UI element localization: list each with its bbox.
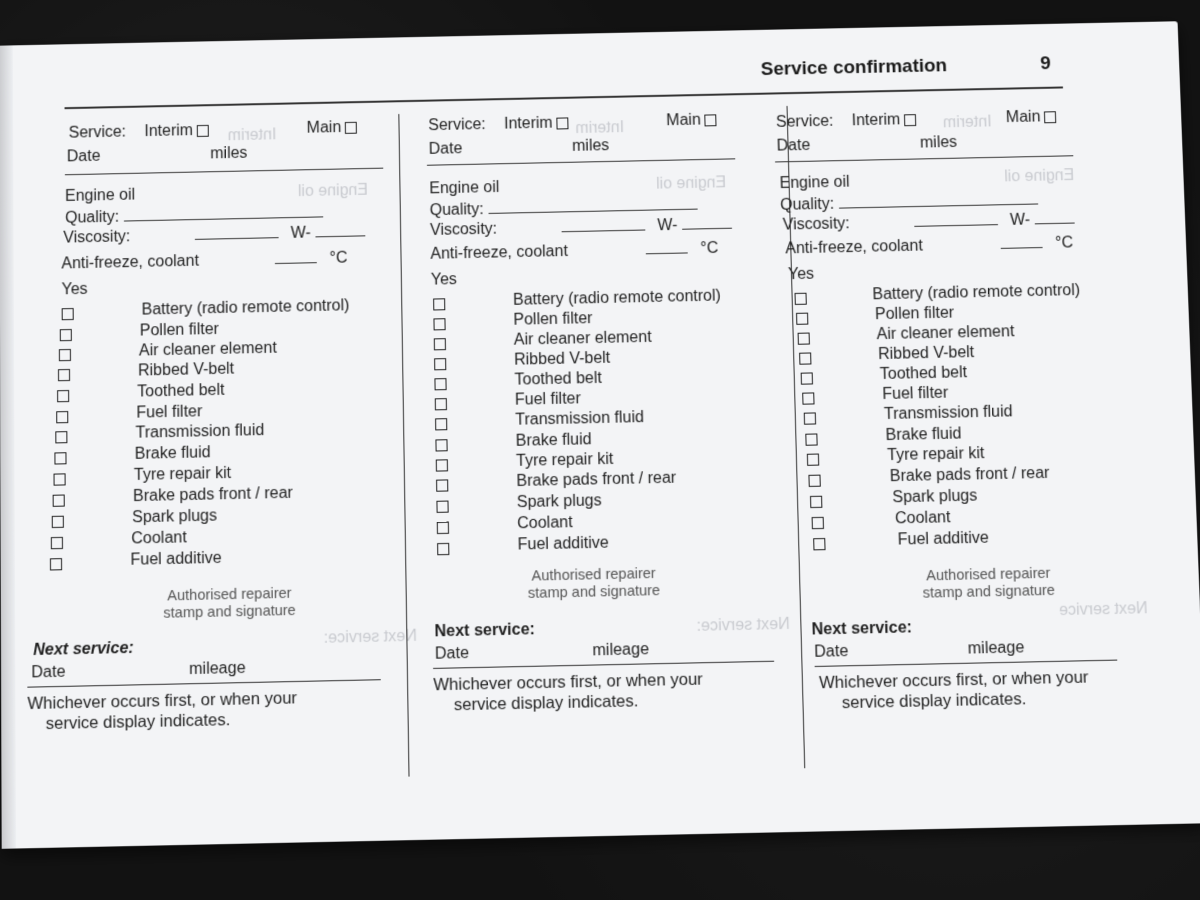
checkbox-coolant[interactable] [437,522,449,534]
bleed-through-text: Engine oil [656,174,727,193]
whichever-line1: Whichever occurs first, or when your [27,689,298,714]
main-label: Main [306,119,342,137]
viscosity-label: Viscosity: [782,215,850,234]
checkbox-coolant[interactable] [812,517,824,529]
yes-heading: Yes [430,271,458,289]
service-record-3 [775,97,1153,766]
checkbox-spark-plugs[interactable] [810,496,822,508]
item-ribbed-belt: Ribbed V-belt [877,344,975,364]
checkbox-toothed-belt[interactable] [434,378,446,390]
item-tyre-repair-kit: Tyre repair kit [515,450,614,470]
engine-oil-heading: Engine oil [64,186,136,205]
celsius-label: °C [700,239,719,258]
checkbox-battery[interactable] [795,293,807,305]
bleed-through-text: Engine oil [297,181,369,201]
booklet-page [0,21,1200,849]
checkbox-fuel-additive[interactable] [50,558,62,570]
checkbox-toothed-belt[interactable] [801,372,813,384]
interim-checkbox[interactable] [556,117,568,129]
whichever-line1: Whichever occurs first, or when your [433,670,703,695]
next-service-heading: Next service: [434,621,536,641]
item-coolant: Coolant [517,514,573,533]
checkbox-brake-pads[interactable] [53,494,65,506]
checkbox-coolant[interactable] [51,537,63,549]
bleed-through-text: Next service [1058,600,1148,620]
date-label: Date [66,147,101,166]
antifreeze-label: Anti-freeze, coolant [430,243,569,263]
item-toothed-belt: Toothed belt [879,364,968,384]
interim-label: Interim [851,111,901,130]
antifreeze-label: Anti-freeze, coolant [785,237,924,258]
quality-label: Quality: [65,208,120,227]
date-label: Date [776,137,811,155]
item-brake-fluid: Brake fluid [885,425,962,445]
item-battery: Battery (radio remote control) [141,297,350,319]
checkbox-air-cleaner[interactable] [59,349,71,361]
service-label: Service: [775,112,834,131]
interim-label: Interim [503,114,553,133]
stamp-signature-area[interactable] [134,585,326,623]
section-rule [427,158,735,165]
quality-label: Quality: [779,195,835,214]
item-spark-plugs: Spark plugs [892,487,978,507]
antifreeze-field[interactable] [1001,247,1043,249]
whichever-line1: Whichever occurs first, or when your [818,668,1089,693]
page-number: 9 [1039,53,1052,75]
checkbox-fuel-additive[interactable] [813,538,825,550]
quality-field[interactable] [124,216,323,221]
engine-oil-heading: Engine oil [779,173,850,193]
viscosity-label: Viscosity: [63,228,131,247]
w-label: W- [1009,211,1031,229]
item-spark-plugs: Spark plugs [132,507,218,527]
viscosity-w-field[interactable] [682,228,732,230]
bleed-through-text: Next service: [696,615,790,635]
checkbox-transmission-fluid[interactable] [55,431,67,443]
item-ribbed-belt: Ribbed V-belt [514,349,611,369]
checkbox-transmission-fluid[interactable] [435,418,447,430]
item-brake-pads: Brake pads front / rear [132,484,293,506]
whichever-line2: service display indicates. [841,690,1027,713]
checkbox-spark-plugs[interactable] [436,501,448,513]
item-air-cleaner: Air cleaner element [138,339,277,360]
checkbox-fuel-additive[interactable] [437,543,449,555]
antifreeze-field[interactable] [275,262,317,264]
mileage-label: mileage [967,639,1025,658]
next-date-label: Date [434,644,470,663]
quality-field[interactable] [488,209,697,214]
checkbox-fuel-filter[interactable] [802,392,814,404]
viscosity-label: Viscosity: [429,220,498,239]
service-record-1 [27,112,399,782]
quality-label: Quality: [429,201,484,220]
next-date-label: Date [31,663,66,682]
checkbox-ribbed-belt[interactable] [58,369,70,381]
bleed-through-text: Interim [575,119,625,137]
item-tyre-repair-kit: Tyre repair kit [886,445,985,465]
item-ribbed-belt: Ribbed V-belt [137,360,235,380]
item-fuel-additive: Fuel additive [897,529,990,549]
quality-field[interactable] [839,203,1038,208]
checkbox-transmission-fluid[interactable] [804,412,816,424]
service-label: Service: [428,116,486,135]
main-label: Main [666,111,701,130]
checkbox-tyre-repair-kit[interactable] [807,454,819,466]
stamp-label-line1: Authorised repairer [167,585,292,605]
item-spark-plugs: Spark plugs [516,492,602,512]
item-pollen-filter: Pollen filter [874,304,955,324]
mileage-label: mileage [592,640,650,660]
whichever-line2: service display indicates. [453,692,639,715]
item-fuel-additive: Fuel additive [517,534,610,554]
item-transmission-fluid: Transmission fluid [135,421,265,442]
page-edge [0,45,16,848]
antifreeze-label: Anti-freeze, coolant [61,252,200,273]
item-brake-fluid: Brake fluid [134,444,211,463]
next-date-label: Date [814,642,849,661]
yes-heading: Yes [787,265,815,284]
checkbox-ribbed-belt[interactable] [434,358,446,370]
checkbox-pollen-filter[interactable] [433,318,445,330]
item-battery: Battery (radio remote control) [872,282,1081,304]
item-toothed-belt: Toothed belt [137,381,225,401]
viscosity-field[interactable] [914,224,998,227]
item-fuel-filter: Fuel filter [514,390,581,409]
checkbox-brake-fluid[interactable] [54,452,66,464]
interim-checkbox[interactable] [904,114,916,126]
item-transmission-fluid: Transmission fluid [515,409,645,429]
checkbox-brake-fluid[interactable] [435,439,447,451]
yes-heading: Yes [61,280,88,299]
whichever-line2: service display indicates. [45,710,231,734]
checkbox-air-cleaner[interactable] [434,338,446,350]
stamp-label-line2: stamp and signature [527,582,661,602]
main-checkbox[interactable] [705,114,717,126]
item-air-cleaner: Air cleaner element [513,328,652,349]
checkbox-battery[interactable] [433,298,445,310]
item-fuel-filter: Fuel filter [882,384,949,404]
viscosity-field[interactable] [195,237,279,240]
stamp-label-line2: stamp and signature [922,582,1056,602]
mileage-label: mileage [188,659,246,679]
stamp-label-line1: Authorised repairer [926,565,1051,585]
checkbox-brake-fluid[interactable] [805,433,817,445]
checkbox-spark-plugs[interactable] [52,516,64,528]
checkbox-battery[interactable] [62,308,74,320]
next-service-heading: Next service: [811,619,913,639]
main-checkbox[interactable] [345,122,357,134]
item-toothed-belt: Toothed belt [514,369,602,389]
item-fuel-filter: Fuel filter [136,403,203,422]
item-transmission-fluid: Transmission fluid [883,403,1013,424]
viscosity-w-field[interactable] [315,235,365,237]
miles-label: miles [210,144,248,163]
stamp-label-line1: Authorised repairer [531,565,656,585]
main-label: Main [1005,108,1041,127]
engine-oil-heading: Engine oil [429,179,500,198]
item-coolant: Coolant [894,509,951,528]
checkbox-brake-pads[interactable] [808,475,820,487]
interim-label: Interim [144,122,194,141]
date-label: Date [428,140,463,158]
miles-label: miles [571,137,610,155]
service-record-2 [426,105,771,774]
celsius-label: °C [1054,234,1074,252]
item-tyre-repair-kit: Tyre repair kit [133,464,232,484]
stamp-signature-area[interactable] [893,565,1085,603]
viscosity-w-field[interactable] [1035,223,1075,225]
main-checkbox[interactable] [1044,111,1056,123]
w-label: W- [290,224,311,242]
bleed-through-text: Next service: [323,627,418,647]
bleed-through-text: Engine oil [1004,167,1075,186]
item-brake-pads: Brake pads front / rear [889,464,1050,486]
viscosity-field[interactable] [561,230,645,233]
antifreeze-field[interactable] [646,252,688,254]
stamp-label-line2: stamp and signature [163,602,296,622]
item-air-cleaner: Air cleaner element [876,323,1015,344]
next-service-heading: Next service: [33,639,134,660]
bleed-through-text: Interim [227,126,277,145]
checkbox-ribbed-belt[interactable] [799,352,811,364]
checkbox-fuel-filter[interactable] [56,411,68,423]
section-rule [65,168,383,176]
item-pollen-filter: Pollen filter [139,320,219,340]
item-fuel-additive: Fuel additive [130,549,222,569]
column-divider [398,114,409,777]
item-brake-pads: Brake pads front / rear [516,469,677,491]
checkbox-brake-pads[interactable] [436,479,448,491]
w-label: W- [657,216,678,235]
checkbox-pollen-filter[interactable] [60,329,72,341]
miles-label: miles [919,133,958,152]
section-rule [775,155,1073,162]
checkbox-toothed-belt[interactable] [57,390,69,402]
item-coolant: Coolant [131,529,187,548]
checkbox-pollen-filter[interactable] [796,313,808,325]
checkbox-tyre-repair-kit[interactable] [54,473,66,485]
checkbox-tyre-repair-kit[interactable] [436,459,448,471]
checkbox-air-cleaner[interactable] [798,333,810,345]
bleed-through-text: Interim [942,113,992,132]
page-title: Service confirmation [760,55,948,80]
item-brake-fluid: Brake fluid [515,431,592,450]
stamp-signature-area[interactable] [498,565,690,603]
checkbox-fuel-filter[interactable] [435,398,447,410]
item-pollen-filter: Pollen filter [513,310,593,329]
item-battery: Battery (radio remote control) [512,287,721,309]
celsius-label: °C [329,249,348,267]
service-label: Service: [68,123,127,142]
interim-checkbox[interactable] [197,125,209,137]
